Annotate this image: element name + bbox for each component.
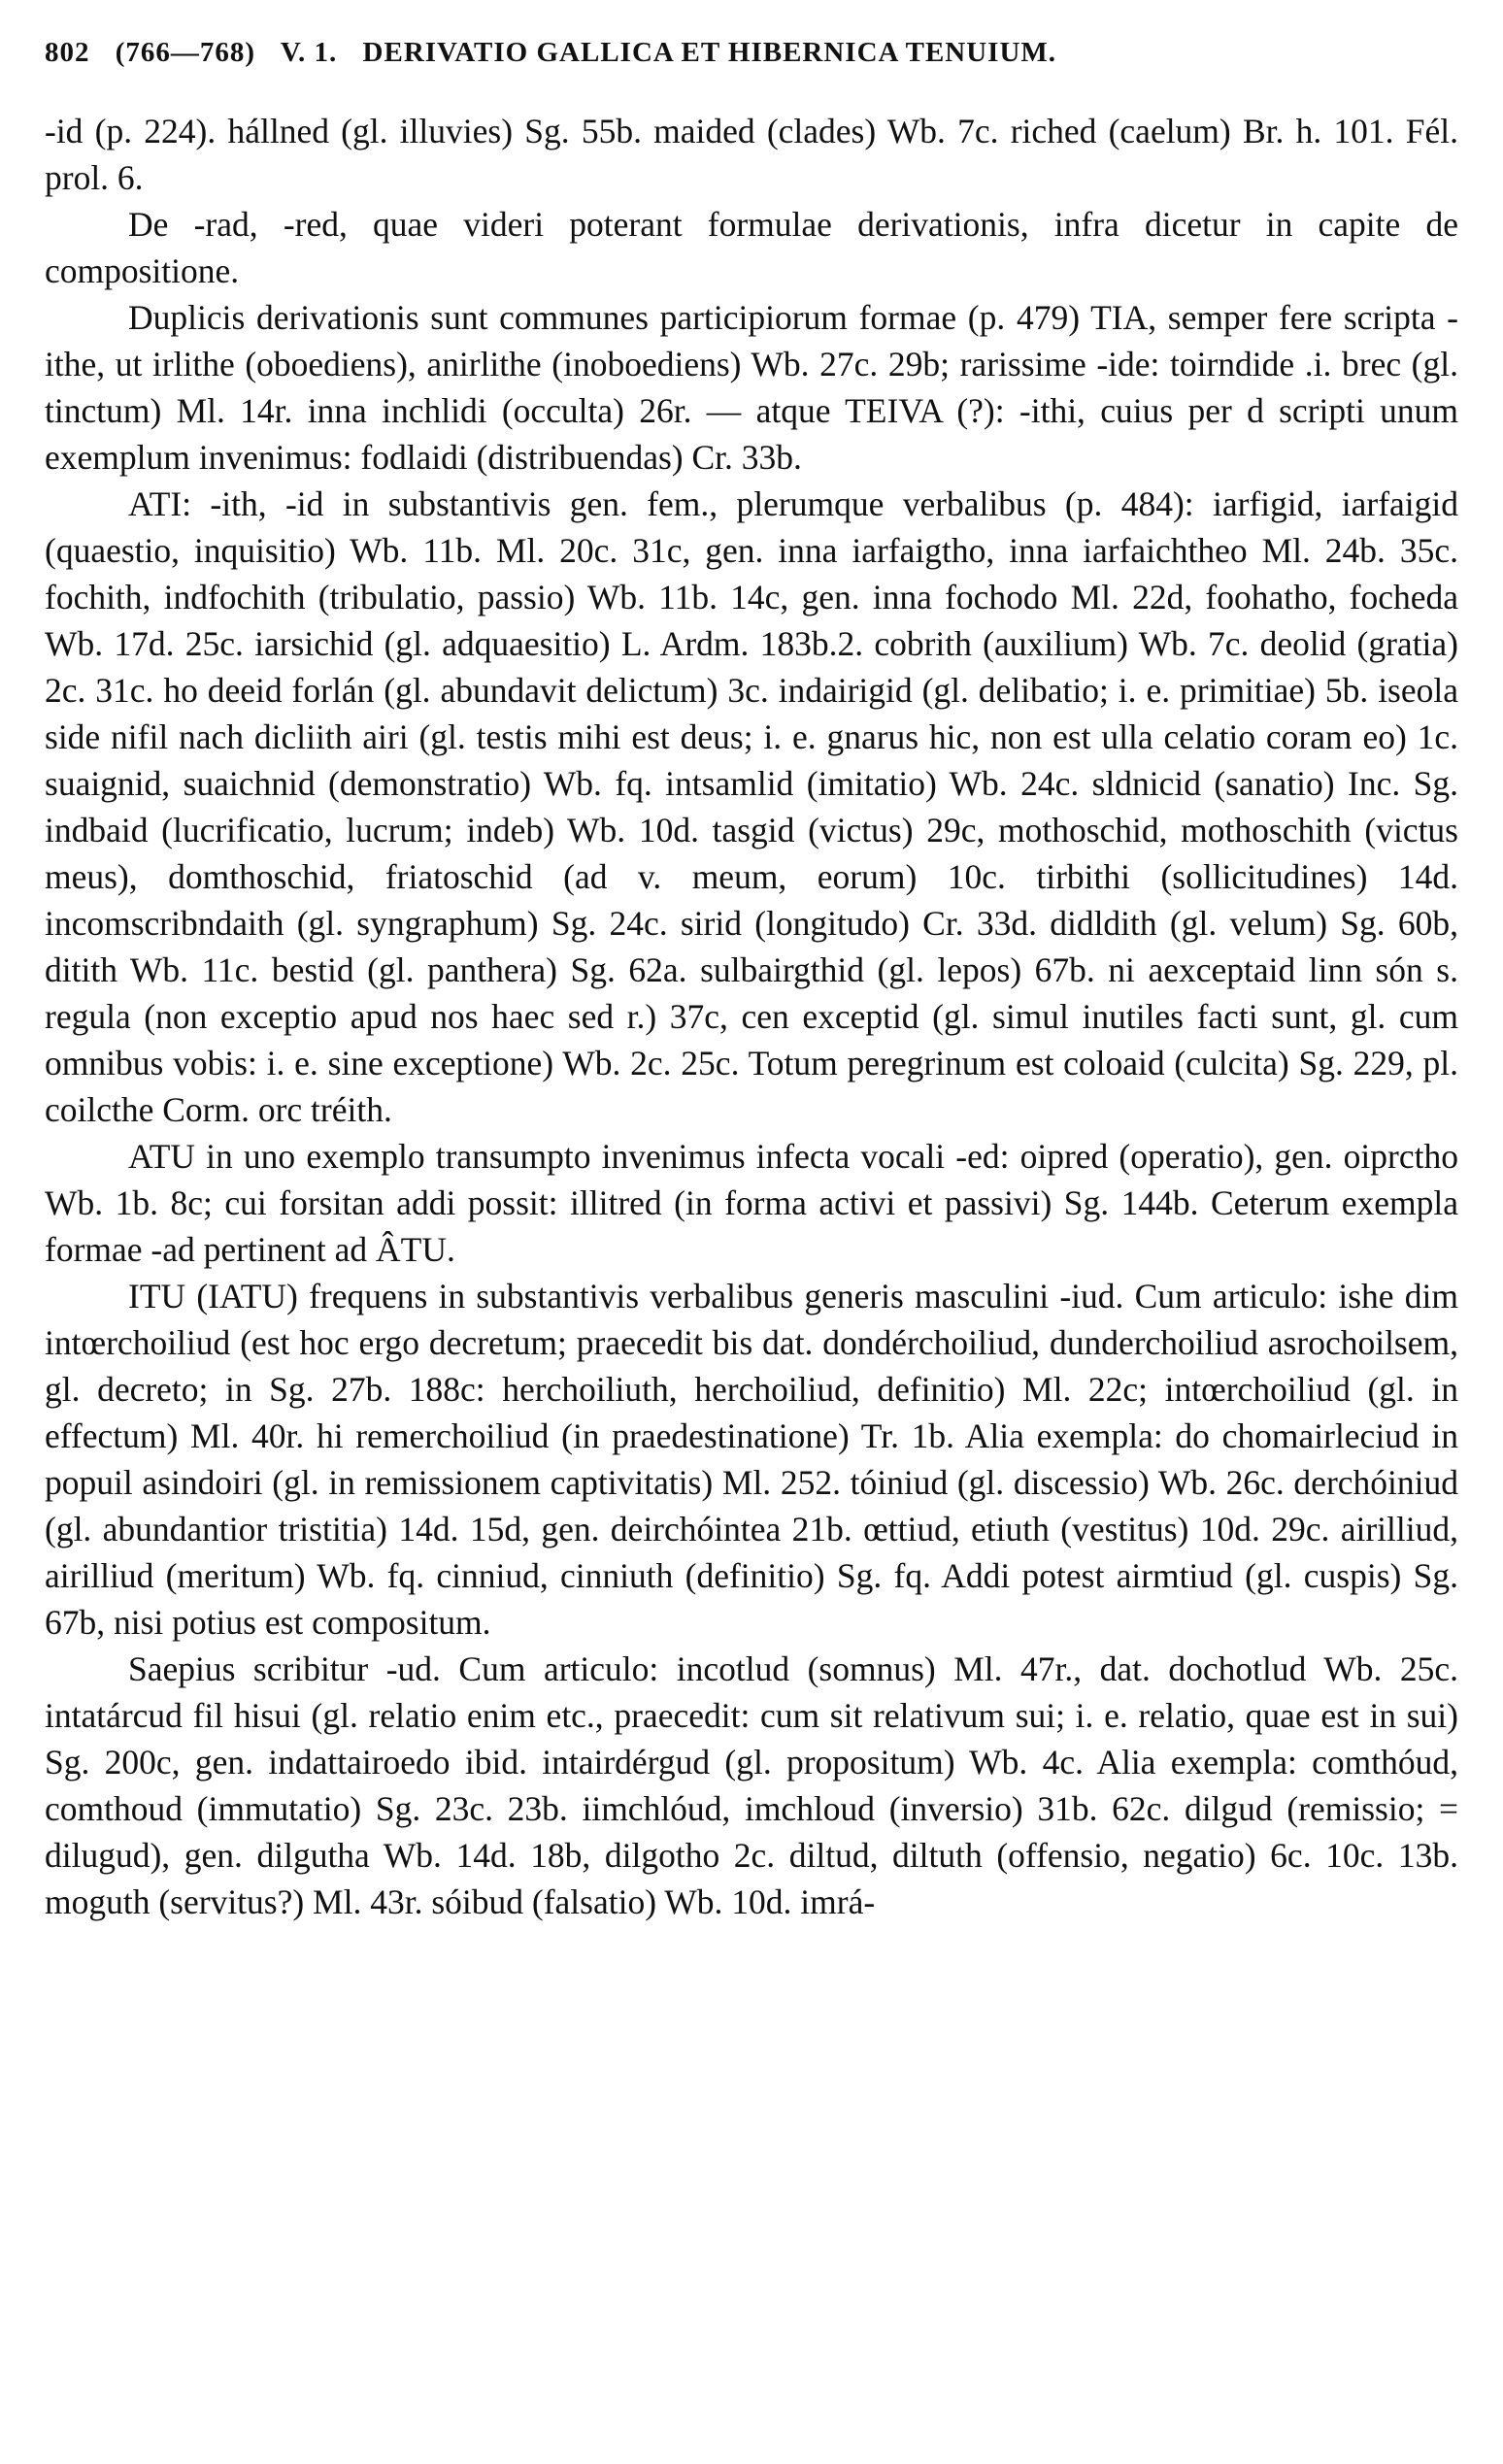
page xyxy=(45,37,1458,1925)
running-header xyxy=(45,37,1458,69)
paragraph: ATU in uno exemplo transumpto invenimus infecta vocali -ed: oipred (operatio), gen. oiprctho Wb. 1b. 8c; cui forsitan addi possit: illitred (in forma activi et passivi) Sg. 144b. Ceterum exempla formae -ad pertinent ad ÂTU. xyxy=(45,1137,1458,1269)
running-title: DERIVATIO GALLICA ET HIBERNICA TENUIUM. xyxy=(362,37,1057,68)
paragraph: Duplicis derivationis sunt communes participiorum formae (p. 479) TIA, semper fere scripta -ithe, ut irlithe (oboediens), anirlithe (inoboediens) Wb. 27c. 29b; rarissime -ide: toirndide .i. brec (gl. tinctum) Ml. 14r. inna inchlidi (occulta) 26r. — atque TEIVA (?): -ithi, cuius per d scripti unum exemplum invenimus: fodlaidi (distribuendas) Cr. 33b. xyxy=(45,298,1458,477)
page-number: 802 xyxy=(45,37,90,68)
book-reference: V. 1. xyxy=(280,37,338,68)
paragraph: -id (p. 224). hállned (gl. illuvies) Sg. 55b. maided (clades) Wb. 7c. riched (caelum) Br. h. 101. Fél. prol. 6. xyxy=(45,112,1458,197)
paragraph: ITU (IATU) frequens in substantivis verbalibus generis masculini -iud. Cum articulo: ishe dim intœrchoiliud (est hoc ergo decretum; praecedit bis dat. dondérchoiliud, dunderchoiliud asrochoilsem, gl. decreto; in Sg. 27b. 188c: herchoiliuth, herchoiliud, definitio) Ml. 22c; intœrchoiliud (gl. in effectum) Ml. 40r. hi remerchoiliud (in praedestinatione) Tr. 1b. Alia exempla: do chomairleciud in popuil asindoiri (gl. in remissionem captivitatis) Ml. 252. tóiniud (gl. discessio) Wb. 26c. derchóiniud (gl. abundantior tristitia) 14d. 15d, gen. deirchóintea 21b. œttiud, etiuth (vestitus) 10d. 29c. airilliud, airilliud (meritum) Wb. fq. cinniud, cinniuth (definitio) Sg. fq. Addi potest airmtiud (gl. cuspis) Sg. 67b, nisi potius est compositum. xyxy=(45,1277,1458,1642)
paragraph: Saepius scribitur -ud. Cum articulo: incotlud (somnus) Ml. 47r., dat. dochotlud Wb. 25c. intatárcud fil hisui (gl. relatio enim etc., praecedit: cum sit relativum sui; i. e. relatio, quae est in sui) Sg. 200c, gen. indattairoedo ibid. intairdérgud (gl. propositum) Wb. 4c. Alia exempla: comthóud, comthoud (immutatio) Sg. 23c. 23b. iimchlóud, imchloud (inversio) 31b. 62c. dilgud (remissio; = dilugud), gen. dilgutha Wb. 14d. 18b, dilgotho 2c. diltud, diltuth (offensio, negatio) 6c. 10c. 13b. moguth (servitus?) Ml. 43r. sóibud (falsatio) Wb. 10d. imrá- xyxy=(45,1649,1458,1921)
paragraph: De -rad, -red, quae videri poterant formulae derivationis, infra dicetur in capite de compositione. xyxy=(45,205,1458,290)
paragraph: ATI: -ith, -id in substantivis gen. fem., plerumque verbalibus (p. 484): iarfigid, iarfaigid (quaestio, inquisitio) Wb. 11b. Ml. 20c. 31c, gen. inna iarfaigtho, inna iarfaichtheo Ml. 24b. 35c. fochith, indfochith (tribulatio, passio) Wb. 11b. 14c, gen. inna fochodo Ml. 22d, foohatho, focheda Wb. 17d. 25c. iarsichid (gl. adquaesitio) L. Ardm. 183b.2. cobrith (auxilium) Wb. 7c. deolid (gratia) 2c. 31c. ho deeid forlán (gl. abundavit delictum) 3c. indairigid (gl. delibatio; i. e. primitiae) 5b. iseola side nifil nach dicliith airi (gl. testis mihi est deus; i. e. gnarus hic, non est ulla celatio coram eo) 1c. suaignid, suaichnid (demonstratio) Wb. fq. intsamlid (imitatio) Wb. 24c. sldnicid (sanatio) Inc. Sg. indbaid (lucrificatio, lucrum; indeb) Wb. 10d. tasgid (victus) 29c, mothoschid, mothoschith (victus meus), domthoschid, friatoschid (ad v. meum, eorum) 10c. tirbithi (sollicitudines) 14d. incomscribndaith (gl. syngraphum) Sg. 24c. sirid (longitudo) Cr. 33d. didldith (gl. velum) Sg. 60b, ditith Wb. 11c. bestid (gl. panthera) Sg. 62a. sulbairgthid (gl. lepos) 67b. ni aexceptaid linn són s. regula (non exceptio apud nos haec sed r.) 37c, cen exceptid (gl. simul inutiles facti sunt, gl. cum omnibus vobis: i. e. sine exceptione) Wb. 2c. 25c. Totum peregrinum est coloaid (culcita) Sg. 229, pl. coilcthe Corm. orc tréith. xyxy=(45,484,1458,1129)
section-range: (766—768) xyxy=(115,37,256,68)
